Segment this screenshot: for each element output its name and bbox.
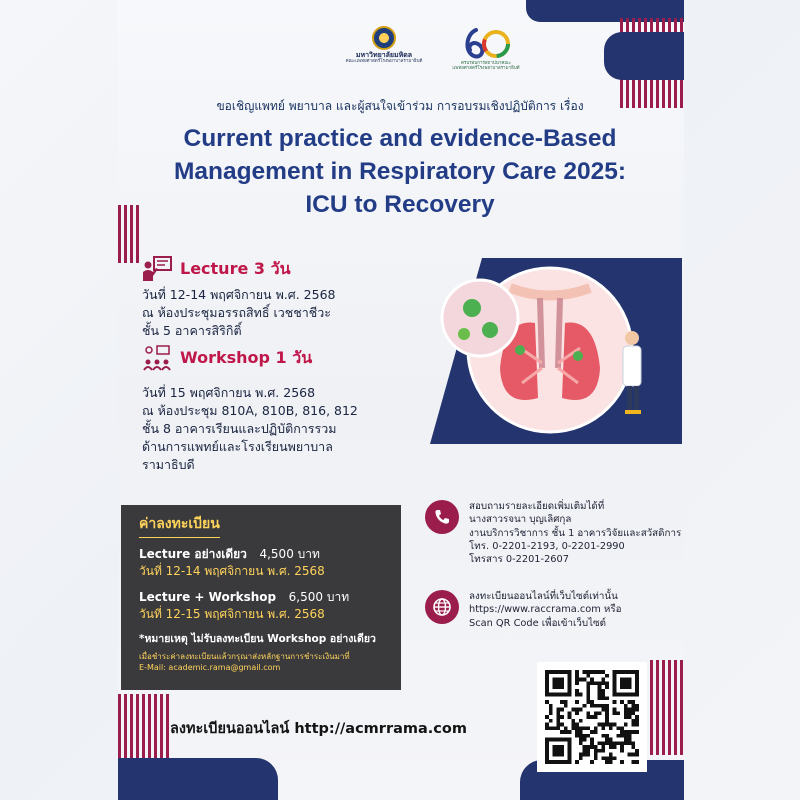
web-line[interactable]: https://www.raccrama.com หรือ	[469, 604, 622, 616]
anniversary-60-icon	[458, 26, 514, 62]
lecture-fee	[139, 546, 383, 563]
registration-qr-code[interactable]	[537, 662, 647, 772]
mahidol-logo	[336, 26, 432, 65]
qr-code-icon	[545, 670, 639, 764]
logo-row	[336, 26, 520, 72]
university-seal-icon	[372, 26, 396, 50]
workshop-line: รามาธิบดี	[142, 457, 195, 472]
bottom-left-navy-shape	[118, 758, 278, 800]
web-line: ลงทะเบียนออนไลน์ที่เว็บไซต์เท่านั้น	[469, 591, 618, 602]
contact-line: งานบริการวิชาการ ชั้น 1 อาคารวิจัยและสวัสดิการ	[469, 527, 682, 539]
workshop-line: ด้านการแพทย์และโรงเรียนพยาบาล	[142, 439, 333, 454]
phone-icon	[425, 500, 459, 534]
lecture-fee-amount: 4,500 บาท	[259, 547, 320, 561]
fee-title: ค่าลงทะเบียน	[139, 513, 220, 538]
lecture-heading	[142, 256, 291, 282]
web-line: Scan QR Code เพื่อเข้าเว็บไซต์	[469, 617, 607, 629]
workshop-group-icon	[142, 345, 172, 371]
lecture-line: ชั้น 5 อาคารสิริกิติ์	[142, 323, 242, 338]
lecture-heading-label: Lecture 3 วัน	[180, 258, 291, 278]
lecture-fee-date: วันที่ 12-14 พฤศจิกายน พ.ศ. 2568	[139, 564, 325, 578]
web-contact-text	[469, 590, 622, 630]
anniversary-logo	[452, 26, 520, 72]
payment-note: เมื่อชำระค่าลงทะเบียนแล้วกรุณาส่งหลักฐานการชำระเงินมาที่	[139, 652, 350, 661]
lungs-illustration	[420, 258, 682, 444]
lecture-line: ณ ห้องประชุมอรรถสิทธิ์ เวชชาชีวะ	[142, 305, 331, 320]
title-line-1: Current practice and evidence-Based	[183, 125, 617, 152]
contact-line: สอบถามรายละเอียดเพิ่มเติมได้ที่	[469, 501, 605, 512]
combo-fee-date: วันที่ 12-15 พฤศจิกายน พ.ศ. 2568	[139, 607, 325, 621]
workshop-heading	[142, 345, 312, 371]
phone-contact	[425, 500, 681, 566]
combo-fee-amount: 6,500 บาท	[288, 590, 350, 604]
bottom-right-red-stripe	[650, 660, 684, 755]
title-line-3: ICU to Recovery	[305, 191, 495, 218]
workshop-details	[142, 384, 358, 474]
presentation-icon	[142, 256, 172, 282]
top-right-navy-block	[604, 32, 684, 80]
mahidol-name: มหาวิทยาลัยมหิดล	[355, 51, 413, 59]
phone-contact-text	[469, 500, 681, 566]
combo-fee	[139, 589, 383, 606]
lecture-line: วันที่ 12-14 พฤศจิกายน พ.ศ. 2568	[142, 287, 336, 302]
anniversary-sub: ครบรอบการสถาปนาคณะแพทยศาสตร์โรงพยาบาลรามาธิบดี	[452, 61, 520, 71]
fee-note: *หมายเหตุ ไม่รับลงทะเบียน Workshop อย่างเดียว	[139, 633, 376, 645]
invite-line: ขอเชิญแพทย์ พยาบาล และผู้สนใจเข้าร่วม การอบรมเชิงปฏิบัติการ เรื่อง	[216, 99, 584, 113]
lecture-details	[142, 286, 335, 340]
lecture-fee-label: Lecture อย่างเดียว	[139, 547, 247, 561]
bottom-left-red-stripe	[118, 694, 170, 758]
globe-icon	[425, 590, 459, 624]
workshop-line: ชั้น 8 อาคารเรียนและปฏิบัติการรวม	[142, 421, 337, 436]
contact-line: นางสาวรจนา บุญเลิศกุล	[469, 514, 572, 526]
workshop-line: ณ ห้องประชุม 810A, 810B, 816, 812	[142, 403, 358, 418]
register-online-link[interactable]: ลงทะเบียนออนไลน์ http://acmrrama.com	[170, 721, 467, 737]
contact-email: E-Mail: academic.rama@gmail.com	[139, 663, 281, 672]
web-contact	[425, 590, 622, 630]
course-title	[0, 122, 800, 221]
contact-line: โทร. 0-2201-2193, 0-2201-2990	[469, 540, 625, 552]
title-line-2: Management in Respiratory Care 2025:	[173, 158, 627, 185]
registration-fee-box	[121, 505, 401, 690]
combo-fee-label: Lecture + Workshop	[139, 590, 277, 604]
workshop-heading-label: Workshop 1 วัน	[180, 347, 313, 367]
workshop-line: วันที่ 15 พฤศจิกายน พ.ศ. 2568	[142, 385, 316, 400]
mahidol-sub: คณะแพทยศาสตร์โรงพยาบาลรามาธิบดี	[345, 58, 423, 64]
contact-line: โทรสาร 0-2201-2607	[469, 554, 570, 566]
